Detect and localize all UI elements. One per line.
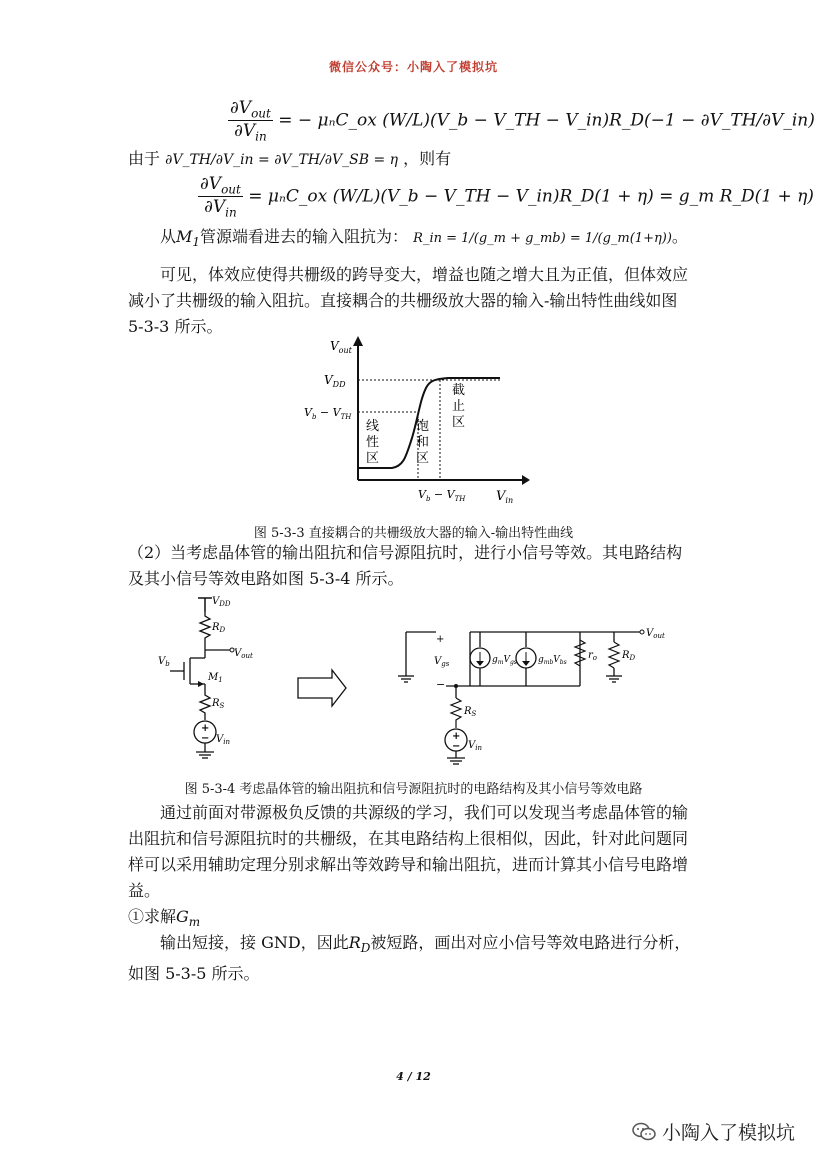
rd-resistor-ss bbox=[609, 642, 619, 668]
figure-5-3-4 bbox=[150, 592, 710, 772]
svg-text:gmbVbs: $g_{mb}V_{bs}$ bbox=[538, 655, 567, 666]
eq2-lhs-fraction: $\frac{\partial V_{out}}{\partial V_{in}}$ bbox=[200, 174, 241, 220]
common-gate-circuit bbox=[158, 596, 253, 758]
region-sat-3: 区 bbox=[416, 451, 430, 466]
transform-arrow bbox=[298, 670, 346, 706]
region-cutoff-2: 止 bbox=[452, 399, 466, 414]
svg-text:+: + bbox=[201, 723, 210, 734]
equation-2 bbox=[198, 174, 814, 220]
svg-text:Vin: $V_{in}$ bbox=[468, 740, 482, 752]
svg-text:RD: $R_D$ bbox=[212, 622, 226, 634]
region-cutoff-3: 区 bbox=[452, 415, 466, 430]
y-axis-arrow bbox=[353, 336, 363, 346]
region-linear-2: 性 bbox=[366, 435, 380, 450]
svg-text:Vgs: $V_{gs}$ bbox=[434, 656, 450, 668]
page-number: 4 / 12 bbox=[396, 1070, 431, 1083]
svg-text:−: − bbox=[452, 741, 461, 752]
svg-text:M1: $M_1$ bbox=[208, 672, 223, 684]
svg-text:RS: $R_S$ bbox=[464, 706, 477, 718]
svg-text:RD: $R_D$ bbox=[622, 650, 636, 662]
x-axis-arrow bbox=[522, 475, 530, 485]
svg-text:Vb: $V_b$ bbox=[158, 656, 170, 668]
region-cutoff-1: 截 bbox=[452, 383, 466, 398]
y-axis-label: $V_{out}$ bbox=[330, 339, 352, 355]
wechat-icon bbox=[632, 1122, 656, 1142]
step-1-heading: ①求解$G_m$ bbox=[128, 907, 201, 930]
watermark bbox=[632, 1118, 795, 1145]
since-line: 由于 ∂V_TH/∂V_in = ∂V_TH/∂V_SB = η ，则有 bbox=[128, 149, 452, 168]
small-signal-circuit bbox=[398, 628, 665, 764]
svg-text:Vout: $V_{out}$ bbox=[234, 648, 253, 660]
paragraph-4: 输出短接，接 GND，因此$R_D$被短路，画出对应小信号等效电路进行分析， 如图 5-3-5 所示。 bbox=[128, 933, 691, 984]
equation-1 bbox=[228, 98, 815, 144]
region-sat-1: 饱 bbox=[416, 419, 430, 434]
svg-text:Vin: $V_{in}$ bbox=[216, 734, 230, 746]
x-axis-label: $V_{in}$ bbox=[496, 489, 514, 505]
svg-text:+: + bbox=[436, 634, 445, 645]
rin-line: 从$M_1$管源端看进去的输入阻抗为： R_in = 1/(g_m + g_mb) = 1/(g_m(1+η))。 bbox=[160, 227, 688, 250]
eq1-lhs-fraction: $\frac{\partial V_{out}}{\partial V_{in}}$ bbox=[230, 98, 271, 144]
eq2-rhs: = μₙC_ox (W/L)(V_b − V_TH − V_in)R_D(1 + η) = g_m R_D(1 + η) bbox=[248, 186, 814, 207]
eq1-rhs: = − μₙC_ox (W/L)(V_b − V_TH − V_in)R_D(−1 − ∂V_TH/∂V_in) bbox=[278, 110, 815, 131]
figure-5-3-3-caption: 图 5-3-3 直接耦合的共栅级放大器的输入-输出特性曲线 bbox=[253, 526, 574, 541]
svg-text:RS: $R_S$ bbox=[212, 698, 225, 710]
page-header: 微信公众号：小陶入了模拟坑 bbox=[328, 60, 498, 74]
svg-text:+: + bbox=[452, 731, 461, 742]
svg-text:Vout: $V_{out}$ bbox=[646, 628, 665, 640]
svg-text:ro: $r_o$ bbox=[588, 650, 597, 662]
region-linear-1: 线 bbox=[366, 419, 380, 434]
vbvth-label: $V_b - V_{TH}$ bbox=[304, 406, 352, 421]
rd-resistor bbox=[200, 612, 210, 650]
vdd-label: $V_{DD}$ bbox=[324, 373, 346, 389]
figure-5-3-4-caption: 图 5-3-4 考虑晶体管的输出阻抗和信号源阻抗时的电路结构及其小信号等效电路 bbox=[184, 782, 643, 797]
rs-resistor bbox=[200, 692, 210, 720]
svg-text:−: − bbox=[436, 678, 446, 691]
paragraph-2: （2）当考虑晶体管的输出阻抗和信号源阻抗时，进行小信号等效。其电路结构 及其小信号等效电路如图 5-3-4 所示。 bbox=[128, 543, 683, 588]
svg-text:−: − bbox=[201, 733, 210, 744]
paragraph-3: 通过前面对带源极负反馈的共源级的学习，我们可以发现当考虑晶体管的输 出阻抗和信号源阻抗时的共栅级，在其电路结构上很相似，因此，针对此问题同 样可以采用辅助定理分别求解出等效跨导和输出阻抗，进而计算其小信号电路增 益。 bbox=[128, 803, 689, 900]
region-linear-3: 区 bbox=[366, 451, 380, 466]
svg-text:gmVgs: $g_mV_{gs}$ bbox=[492, 655, 517, 666]
figure-5-3-3 bbox=[300, 330, 530, 510]
svg-text:VDD: $V_{DD}$ bbox=[212, 596, 231, 608]
paragraph-1: 可见，体效应使得共栅级的跨导变大，增益也随之增大且为正值，但体效应 减小了共栅级的输入阻抗。直接耦合的共栅级放大器的输入-输出特性曲线如图 5-3-3 所示。 bbox=[128, 265, 689, 336]
watermark-text: 小陶入了模拟坑 bbox=[662, 1122, 796, 1144]
rs-resistor-ss bbox=[451, 698, 461, 728]
region-sat-2: 和 bbox=[416, 435, 430, 450]
xtick-label: $V_b - V_{TH}$ bbox=[418, 488, 466, 503]
